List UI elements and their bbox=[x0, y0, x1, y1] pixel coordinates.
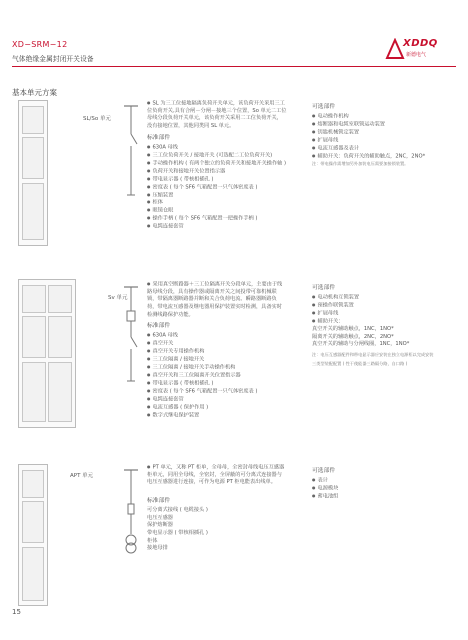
list-item: ● 真空开关专用操作机构 bbox=[147, 348, 287, 356]
list-item: ● 熔断器和电缆室联锁运动装置 bbox=[312, 121, 460, 129]
doc-code: XD−SRM−12 bbox=[12, 40, 68, 49]
unit-sl-content bbox=[147, 100, 287, 231]
list-item: ● 电流互感器 ( 保护作用 ) bbox=[147, 404, 287, 412]
list-item: ● 真空开关和三工位隔离开关位置指示器 bbox=[147, 372, 287, 380]
cabinet-diagram-sv bbox=[18, 279, 76, 428]
list-item: ● 三工位隔离 / 接地开关 bbox=[147, 356, 287, 364]
unit-label-apt: APT 单元 bbox=[70, 473, 94, 479]
brand-name: XDDQ bbox=[403, 38, 438, 49]
list-item: 保护熔断器 bbox=[147, 522, 173, 529]
list-item: ● 辅助开关：负荷开关的辅助触点，2NC，2NO* bbox=[312, 153, 460, 161]
unit-apt-opt-head: 可选部件 bbox=[312, 468, 336, 474]
unit-sv-content bbox=[147, 281, 287, 420]
list-item: ● 带电显示器 ( 带核相插孔 ) bbox=[147, 380, 287, 388]
doc-subtitle: 气体绝缘金属封闭开关设备 bbox=[12, 55, 94, 63]
unit-label-sv: Sv 单元 bbox=[108, 295, 128, 301]
list-item: ● 钥匙机械锁定装置 bbox=[312, 129, 460, 137]
section-title: 基本单元方案 bbox=[12, 88, 57, 97]
single-line-diagram-apt bbox=[120, 464, 142, 584]
list-item: 电压互感器 bbox=[147, 514, 173, 521]
list-item: ● 三工位隔离 / 接地开关手动操作机构 bbox=[147, 364, 287, 372]
brand-logo bbox=[385, 38, 455, 62]
list-item: ● 630A 母线 bbox=[147, 332, 287, 340]
logo-mark-icon bbox=[385, 38, 405, 60]
list-item: ● 电动机构互锁装置 bbox=[312, 294, 460, 302]
list-item: ● 手动操作机构 ( 有两个独立的负荷开关和接地开关操作轴 ) bbox=[147, 160, 287, 168]
list-item: ● 电流互感器及表计 bbox=[312, 145, 460, 153]
list-item: 真空开关的辅助与分闸线圈，1NC，1NO* bbox=[312, 341, 410, 348]
unit-sl-note: 注：带电操作需增加另外加装电压需要加接锁装置。 bbox=[312, 161, 409, 167]
cabinet-diagram-apt bbox=[18, 464, 48, 606]
brand-name-cn: 新德电气 bbox=[406, 52, 427, 58]
list-item: ● 带电显示器 ( 带核相插孔 ) bbox=[147, 176, 287, 184]
list-item: 隔离开关的辅助触点，2NC，2NO* bbox=[312, 333, 394, 340]
unit-apt-optional bbox=[312, 464, 460, 501]
cabinet-diagram-sl bbox=[18, 100, 48, 246]
unit-sl-opt-head: 可选部件 bbox=[312, 104, 336, 110]
list-item: ● 电源模块 bbox=[312, 485, 460, 493]
list-item: 带电显示器 ( 带核相插孔 ) bbox=[147, 529, 208, 536]
list-item: ● 扩展母线 bbox=[312, 310, 460, 318]
list-item: ● 数字式继电保护装置 bbox=[147, 412, 287, 420]
list-item: ● 三工位负荷开关 / 接地开关 (可选配二工位负荷开关) bbox=[147, 152, 287, 160]
header-divider bbox=[12, 66, 456, 67]
list-item: 接地母排 bbox=[147, 545, 168, 552]
list-item: ● 表计 bbox=[312, 477, 460, 485]
list-item: ● 密度表 ( 每个 SF6 气箱配置一只气体密度表 ) bbox=[147, 388, 287, 396]
list-item: ● 电缆连接套管 bbox=[147, 396, 287, 404]
list-item: 可分离式接线 ( 电缆接头 ) bbox=[147, 507, 208, 514]
unit-sl-intro: ● SL 为三工位接地隔离负荷开关单元，该负荷开关采用三工位负荷开关,具有合闸－分闸－接地三个位置，So 单元二工位母线分段负荷开关单元，该负荷开关采用二工位负荷开关，没有接地位置，其他同类同 SL 单元。 bbox=[147, 100, 287, 131]
list-item: ● 负荷开关和接地开关位置指示器 bbox=[147, 168, 287, 176]
unit-label-sl: SL/So 单元 bbox=[83, 116, 112, 122]
unit-sv-opt-head: 可选部件 bbox=[312, 285, 336, 291]
unit-sv-std-head: 标准部件 bbox=[147, 323, 171, 330]
list-item: 柜体 bbox=[147, 537, 158, 544]
unit-apt-intro: ● PT 单元，又称 PT 柜单，全母母，全密封母线电压互感器柜单元，同用全母线，全密封，全屏蔽的可分离式连接器与电压互感器进行连接，可作为电源 PT 柜电能表出线单。 bbox=[147, 464, 287, 487]
unit-sv-intro: ● 采用真空断路器＋三工位隔离开关分段单元，主要由于线路母线分段，具有操作器或隔离开关之间投带可靠机械联锁，带隔离器断路器并断和关合负荷电流、瞬路器断路负荷，带电流互感器及继电器用保护装置实时检测，具备实时检测线路保护功能。 bbox=[147, 281, 287, 319]
list-item: ● 630A 母线 bbox=[147, 144, 287, 152]
unit-sv-optional bbox=[312, 281, 460, 366]
single-line-diagram-sl bbox=[120, 100, 142, 220]
list-item: ● 操作手柄 ( 每个 SF6 气箱配置一把操作手柄 ) bbox=[147, 215, 287, 223]
unit-sl-optional bbox=[312, 100, 460, 167]
single-line-diagram-sv bbox=[120, 281, 142, 401]
unit-sv-note-2: 三类型装配配置 ( 性于使能器三路隔分路，自口路 ) bbox=[312, 360, 408, 366]
list-item: ● 电动操作机构 bbox=[312, 113, 460, 121]
list-item: ● 压缩装置 bbox=[147, 192, 287, 200]
list-item: 真空开关的辅助触点，1NC，1NO* bbox=[312, 326, 394, 333]
unit-apt-content bbox=[147, 464, 287, 553]
list-item: ● 辅助开关： bbox=[312, 318, 460, 326]
page-number: 15 bbox=[12, 608, 21, 616]
list-item: ● 预操作联锁装置 bbox=[312, 302, 460, 310]
list-item: ● 扩展母线 bbox=[312, 137, 460, 145]
unit-sv-note: 注：电压互感器配件和带电显示器应安装在独立电源柜以完成安装 bbox=[312, 351, 434, 357]
list-item: ● 真空开关 bbox=[147, 340, 287, 348]
list-item: ● 柜体 bbox=[147, 199, 287, 207]
unit-apt-std-head: 标准部件 bbox=[147, 498, 171, 504]
list-item: ● 蓄电池组 bbox=[312, 493, 460, 501]
list-item: ● 电缆连接套管 bbox=[147, 223, 287, 231]
unit-sl-std-head: 标准部件 bbox=[147, 134, 171, 141]
list-item: ● 密度表 ( 每个 SF6 气箱配置一只气体密度表 ) bbox=[147, 184, 287, 192]
list-item: ● 眼镜仓眼 bbox=[147, 207, 287, 215]
